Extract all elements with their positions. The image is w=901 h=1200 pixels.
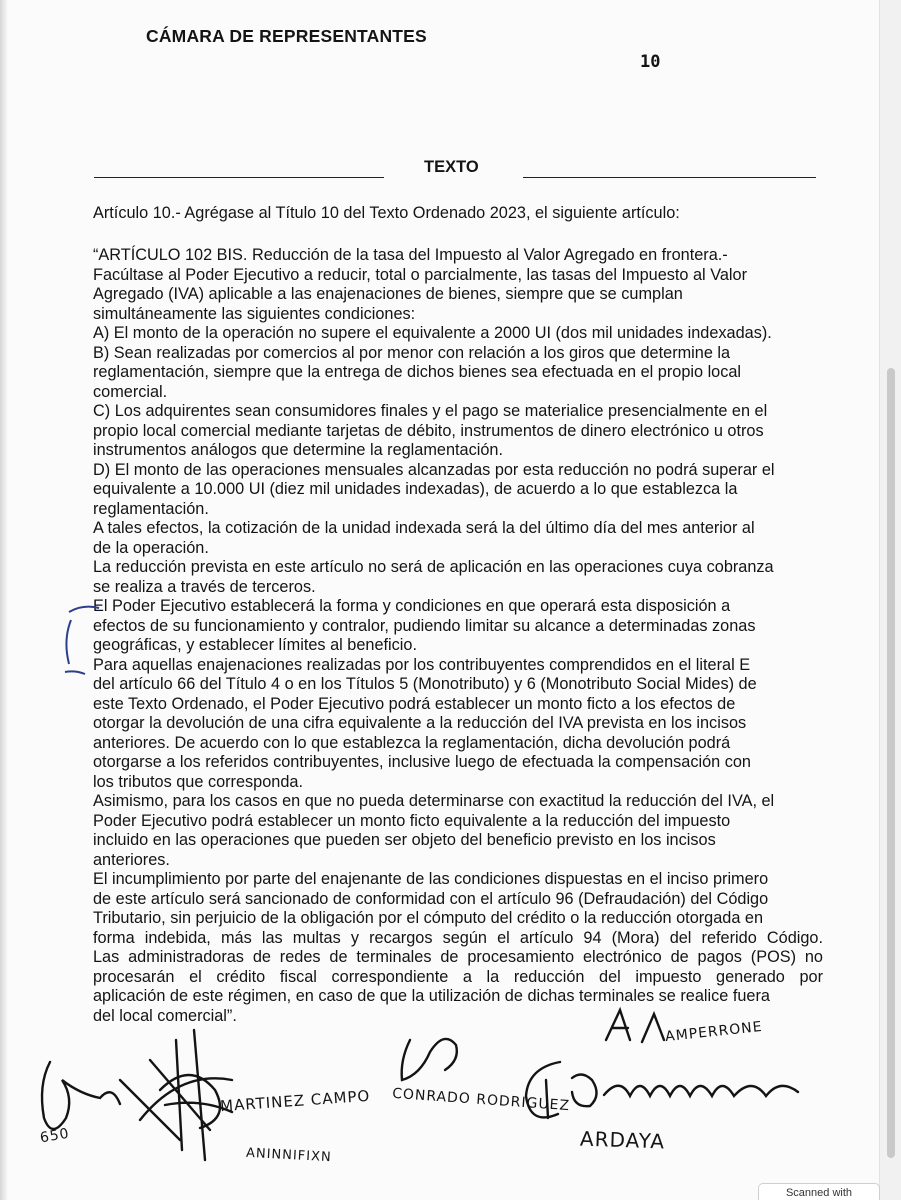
article-line: de la operación. [93, 538, 209, 557]
viewer-scrollbar[interactable] [879, 0, 901, 1200]
signature-stroke [42, 1062, 120, 1129]
article-line: propio local comercial mediante tarjetas de débito, instrumentos de dinero electrónico u otros [93, 421, 764, 440]
chamber-heading: CÁMARA DE REPRESENTANTES [146, 26, 427, 46]
article-line: equivalente a 10.000 UI (diez mil unidades indexadas), de acuerdo a lo que establezca la [93, 480, 738, 498]
article-line: anteriores. [93, 850, 170, 869]
article-line: A tales efectos, la cotización de la unidad indexada será la del último día del mes anterior al [93, 519, 755, 537]
article-line: efectos de su funcionamiento y contralor, pudiendo limitar su alcance a determinadas zonas [93, 616, 756, 635]
signature-name-4: ARDAYA [579, 1126, 666, 1154]
article-line: otorgar la devolución de una cifra equivalente a la reducción del IVA prevista en los incisos [93, 714, 747, 732]
article-line: Las administradoras de redes de terminales de procesamiento electrónico de pagos (POS) no [93, 948, 823, 966]
article-intro: Artículo 10.- Agrégase al Título 10 del Texto Ordenado 2023, el siguiente artículo: [93, 204, 680, 222]
article-line: anteriores. De acuerdo con lo que establezca la reglamentación, dicha devolución podrá [93, 733, 731, 752]
signature-name-6: 650 [38, 1125, 71, 1147]
signature-name-1: MARTINEZ CAMPO [219, 1086, 371, 1116]
article-line: La reducción prevista en este artículo no será de aplicación en las operaciones cuya cobranza [93, 558, 774, 576]
article-line: de este artículo será sancionado de conformidad con el artículo 96 (Defraudación) del Código [93, 889, 769, 908]
article-line: aplicación de este régimen, en caso de que la utilización de dichas terminales se realice fuera [93, 987, 770, 1005]
article-line: El Poder Ejecutivo establecerá la forma y condiciones en que operará esta disposición a [93, 597, 731, 615]
signature-name-3: AMPERRONE [664, 1018, 764, 1046]
article-line: El incumplimiento por parte del enajenante de las condiciones dispuestas en el inciso primero [93, 870, 769, 888]
article-line: Facúltase al Poder Ejecutivo a reducir, total o parcialmente, las tasas del Impuesto al Valor [93, 265, 747, 284]
article-line: Para aquellas enajenaciones realizadas por los contribuyentes comprendidos en el literal E [93, 655, 751, 674]
signature-name-2: CONRADO RODRIGUEZ [391, 1085, 571, 1115]
signature-stroke [120, 1030, 232, 1160]
article-line: Asimismo, para los casos en que no pueda determinarse con exactitud la reducción del IVA, el [93, 792, 775, 810]
scanner-badge: Scanned with [758, 1183, 880, 1200]
article-line: Poder Ejecutivo podrá establecer un monto ficto equivalente a la reducción del impuesto [93, 811, 731, 830]
article-line: incluido en las operaciones que pueden ser objeto del beneficio previsto en los incisos [93, 831, 716, 849]
signature-name-5: ANINNIFIXN [245, 1145, 333, 1166]
article-line: reglamentación, siempre que la entrega de dichos bienes sea efectuada en el propio local [93, 363, 742, 381]
signature-stroke [604, 1086, 798, 1096]
article-line: A) El monto de la operación no supere el equivalente a 2000 UI (dos mil unidades indexadas). [93, 324, 772, 342]
section-title: TEXTO [424, 158, 479, 176]
article-line: Tributario, sin perjuicio de la obligación por el cómputo del crédito o la reducción otorgada en [93, 909, 764, 927]
article-line: forma indebida, más las multas y recargos según el artículo 94 (Mora) del referido Código. [93, 928, 823, 947]
article-line: Agregado (IVA) aplicable a las enajenaciones de bienes, siempre que se cumplan [93, 285, 683, 303]
signature-stroke [402, 1039, 457, 1080]
article-line: otorgarse a los referidos contribuyentes, inclusive luego de efectuada la compensación con [93, 753, 751, 771]
signature-stroke [606, 1010, 664, 1042]
article-line: simultáneamente las siguientes condiciones: [93, 304, 416, 323]
article-line: del artículo 66 del Título 4 o en los Títulos 5 (Monotributo) y 6 (Monotributo Social Mides) de [93, 675, 757, 693]
article-line: D) El monto de las operaciones mensuales alcanzadas por esta reducción no podrá superar el [93, 460, 775, 479]
article-line: geográficas, y establecer límites al beneficio. [93, 636, 417, 654]
scrollbar-thumb[interactable] [887, 368, 895, 1158]
article-line: los tributos que corresponda. [93, 772, 303, 791]
article-line: reglamentación. [93, 499, 209, 518]
article-line: procesarán el crédito fiscal correspondiente a la reducción del impuesto generado por [93, 967, 823, 986]
article-line: comercial. [93, 382, 168, 401]
article-line: instrumentos análogos que determine la reglamentación. [93, 441, 503, 459]
article-line: este Texto Ordenado, el Poder Ejecutivo podrá establecer un monto ficto a los efectos de [93, 694, 736, 713]
article-line: B) Sean realizadas por comercios al por menor con relación a los giros que determine la [93, 343, 731, 362]
article-line: C) Los adquirentes sean consumidores finales y el pago se materialice presencialmente en el [93, 402, 768, 420]
article-line: del local comercial”. [93, 1006, 237, 1025]
article-line: “ARTÍCULO 102 BIS. Reducción de la tasa del Impuesto al Valor Agregado en frontera.- [93, 246, 728, 264]
page-number: 10 [640, 52, 661, 72]
signature-stroke [572, 1074, 597, 1106]
article-line: se realiza a través de terceros. [93, 577, 316, 596]
